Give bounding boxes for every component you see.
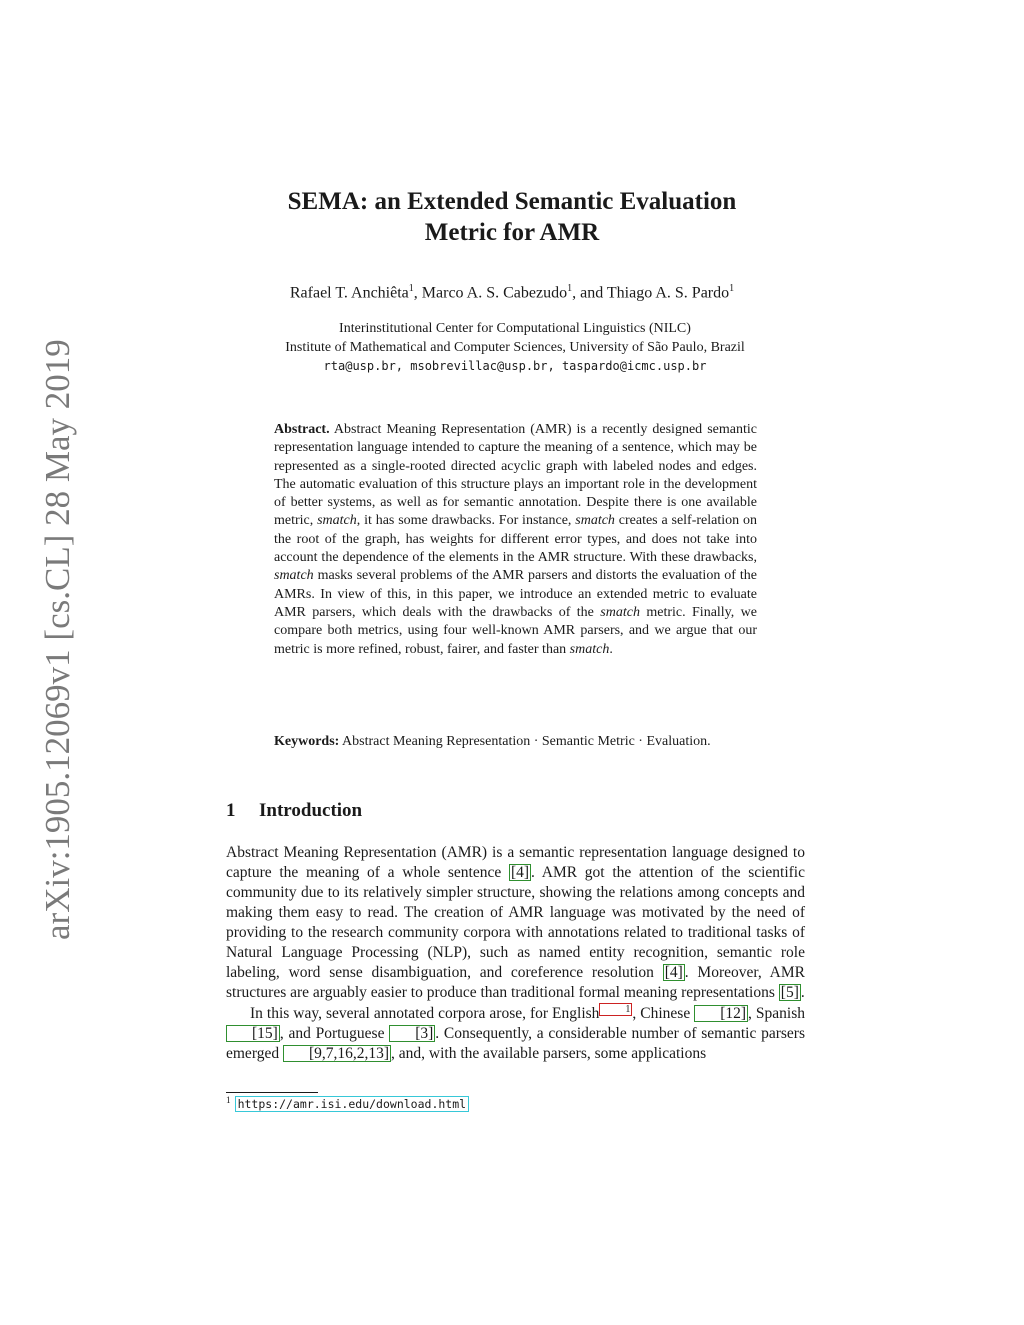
abstract-text: creates a self-relation on the root of the graph, has weights for different error types, and does not take into account the dependence of the elements in the AMR structure. With these drawbacks, xyxy=(274,513,757,566)
footnote-link[interactable]: 1 xyxy=(599,1003,632,1016)
affiliation-block xyxy=(0,319,1024,376)
paragraph xyxy=(226,843,805,1003)
abstract xyxy=(274,421,757,659)
citation-link[interactable]: [9,7,16,2,13] xyxy=(283,1045,391,1062)
paragraph-text: . xyxy=(800,984,805,1001)
metric-name: smatch xyxy=(569,641,610,657)
author-separator: , xyxy=(413,284,422,302)
keywords xyxy=(274,733,757,751)
paragraph-text: , Spanish xyxy=(748,1005,805,1023)
affiliation-mark: 1 xyxy=(408,283,414,294)
affiliation-line-2: Institute of Mathematical and Computer Sciences, University of São Paulo, Brazil xyxy=(285,340,745,355)
metric-name: smatch xyxy=(600,604,640,620)
arxiv-identifier: arXiv:1905.12069v1 [cs.CL] 28 May 2019 xyxy=(38,339,77,940)
abstract-text: Abstract Meaning Representation (AMR) is a recently designed semantic representation language intended to capture the meaning of a sentence, which may be represented as a single-rooted directed acyclic graph with labeled nodes and edges. The automatic evaluation of this structure plays an important role in the development of better systems, as well as for semantic annotation. Despite there is one available metric, xyxy=(274,422,757,529)
author-name: Thiago A. S. Pardo xyxy=(606,284,730,302)
footnote-divider xyxy=(226,1092,318,1093)
paragraph-text: In this way, several annotated corpora arose, for English xyxy=(250,1005,600,1023)
abstract-text: , it has some drawbacks. For instance, xyxy=(356,513,576,529)
citation-link[interactable]: [15] xyxy=(226,1025,280,1042)
citation-link[interactable]: [12] xyxy=(694,1005,748,1022)
paragraph-text: , and Portuguese xyxy=(279,1025,390,1043)
body-text xyxy=(226,843,805,1064)
abstract-text: metric. Finally, we compare both metrics, using four well-known AMR parsers, and we argue that our metric is more refined, robust, fairer, and faster than xyxy=(274,604,758,657)
abstract-text: . xyxy=(609,641,613,657)
metric-name: smatch xyxy=(575,513,615,529)
author-separator: , and xyxy=(572,284,607,302)
affiliation-mark: 1 xyxy=(729,283,735,294)
metric-name: smatch xyxy=(317,513,357,529)
title-line-2: Metric for AMR xyxy=(424,219,600,246)
metric-name: smatch xyxy=(274,568,314,584)
keywords-label: Keywords: xyxy=(274,734,340,749)
paragraph-text: Abstract Meaning Representation (AMR) is a semantic representation language designed to capture the meaning of a whole sentence xyxy=(226,844,805,881)
citation-link[interactable]: [5] xyxy=(780,984,799,1001)
footnote-url-link[interactable]: https://amr.isi.edu/download.html xyxy=(235,1096,469,1112)
author-name: Marco A. S. Cabezudo xyxy=(421,284,568,302)
paragraph-text: , Chinese xyxy=(632,1005,695,1023)
footnote xyxy=(226,1095,469,1111)
section-number: 1 xyxy=(226,800,236,821)
author-list xyxy=(0,283,1024,302)
abstract-label: Abstract. xyxy=(274,422,330,437)
section-title: Introduction xyxy=(259,800,363,821)
paragraph xyxy=(226,1003,805,1064)
title-line-1: SEMA: an Extended Semantic Evaluation xyxy=(287,188,737,215)
footnote-mark: 1 xyxy=(226,1095,231,1105)
affiliation-line-1: Interinstitutional Center for Computational Linguistics (NILC) xyxy=(339,321,691,336)
author-name: Rafael T. Anchiêta xyxy=(289,284,409,302)
author-emails[interactable]: rta@usp.br, msobrevillac@usp.br, taspardo@icmc.usp.br xyxy=(323,359,707,373)
citation-link[interactable]: [4] xyxy=(664,964,683,981)
citation-link[interactable]: [3] xyxy=(389,1025,435,1042)
paper-title xyxy=(0,186,1024,248)
paragraph-text: . Moreover, AMR structures are arguably easier to produce than traditional formal meaning representations xyxy=(226,964,805,1001)
paragraph-text: . Consequently, a considerable number of semantic parsers emerged xyxy=(226,1025,805,1063)
paragraph-text: , and, with the available parsers, some applications xyxy=(391,1045,707,1063)
section-heading xyxy=(226,800,362,822)
abstract-text: masks several problems of the AMR parsers and distorts the evaluation of the AMRs. In view of this, in this paper, we introduce an extended metric to evaluate AMR parsers, which deals with the drawbacks of the xyxy=(274,568,757,620)
affiliation-mark: 1 xyxy=(567,283,573,294)
keywords-text: Abstract Meaning Representation · Semantic Metric · Evaluation. xyxy=(339,734,711,749)
citation-link[interactable]: [4] xyxy=(510,864,530,881)
paragraph-text: . AMR got the attention of the scientific community due to its relatively simpler structure, showing the relations among concepts and making them easy to read. The creation of AMR language was motivated by the need of providing to the research community corpora with annotations related to traditional tasks of Natural Language Processing (NLP), such as named entity recognition, semantic role labeling, word sense disambiguation, and coreference resolution xyxy=(226,864,805,981)
